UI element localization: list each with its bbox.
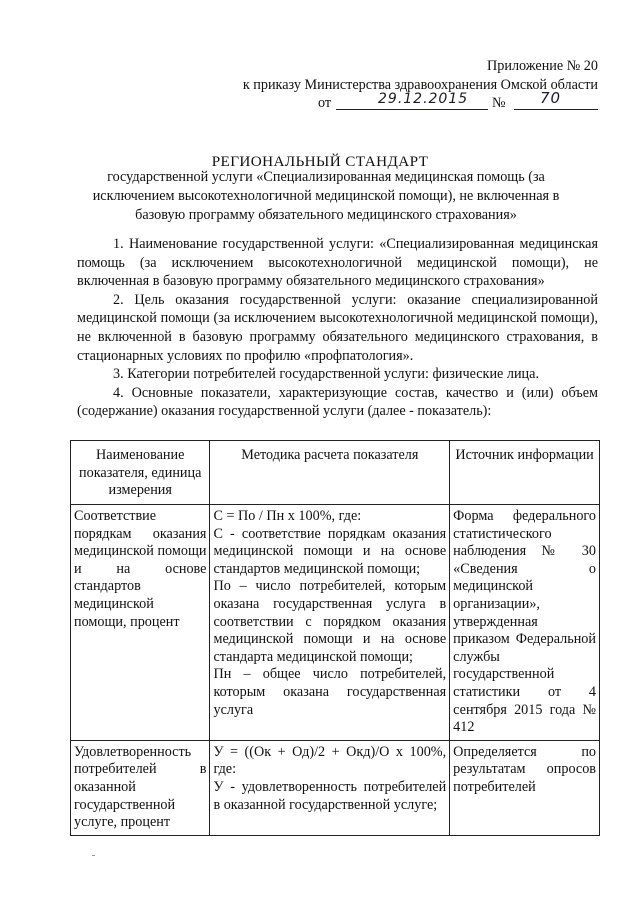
date-underline bbox=[336, 109, 488, 110]
document-subtitle: государственной услуги «Специализированная медицинская помощь (за исключением высокотехнологичной медицинской помощи), не включенная в базовую программу обязательного медицинского страхования» bbox=[92, 169, 560, 223]
row2-method-line: У - удовлетворенность потребителей в оказанной государственной услуге; bbox=[213, 778, 447, 813]
document-title: РЕГИОНАЛЬНЫЙ СТАНДАРТ bbox=[211, 153, 429, 170]
paragraph-4: 4. Основные показатели, характеризующие состав, качество и (или) объем (содержание) оказания государственной услуги (далее - показатель): bbox=[77, 384, 598, 420]
row1-method bbox=[210, 505, 450, 741]
row1-method-line: Пн – общее число потребителей, которым оказана государственная услуга bbox=[213, 666, 447, 718]
date-number-row bbox=[318, 89, 600, 115]
row2-method-line: У = ((Ок + Од)/2 + Окд)/О х 100%, где: bbox=[213, 743, 447, 778]
number-underline bbox=[514, 109, 598, 110]
row2-source: Определяется по результатам опросов потребителей bbox=[450, 740, 600, 835]
row1-name: Соответствие порядкам оказания медицинской помощи и на основе стандартов медицинской помощи, процент bbox=[71, 505, 210, 741]
header-indicator-name: Наименование показателя, единица измерения bbox=[71, 441, 210, 505]
header-source: Источник информации bbox=[450, 441, 600, 505]
number-label: № bbox=[492, 95, 506, 111]
row1-source: Форма федерального статистического наблюдения № 30 «Сведения о медицинской организации», утвержденная приказом Федеральной службы государственной статистики от 4 сентября 2015 года № 412 bbox=[450, 505, 600, 741]
table-header-row bbox=[71, 441, 600, 505]
row2-name: Удовлетворенность потребителей в оказанной государственной услуге, процент bbox=[71, 740, 210, 835]
row1-method-line: По – число потребителей, которым оказана государственная услуга в соответствии с порядком оказания медицинской помощи и на основе стандарта медицинской помощи; bbox=[213, 578, 447, 665]
table-row bbox=[71, 505, 600, 741]
row2-method bbox=[210, 740, 450, 835]
header-method: Методика расчета показателя bbox=[210, 441, 450, 505]
handwritten-date: 29.12.2015 bbox=[378, 91, 469, 107]
appendix-label bbox=[487, 57, 598, 76]
scan-dot bbox=[92, 855, 95, 856]
order-line-text: к приказу Министерства здравоохранения Омской области bbox=[242, 77, 598, 93]
table-row bbox=[71, 740, 600, 835]
indicators-table bbox=[70, 440, 600, 836]
paragraph-3: 3. Категории потребителей государственной услуги: физические лица. bbox=[113, 366, 539, 383]
paragraph-2: 2. Цель оказания государственной услуги: оказание специализированной медицинской помощи (за исключением высокотехнологичной медицинской помощи), не включенной в базовую программу обязательного медицинского страхования, в стационарных условиях по профилю «профпатология». bbox=[77, 291, 598, 364]
row1-method-line: С - соответствие порядкам оказания медицинской помощи и на основе стандартов медицинской помощи; bbox=[213, 525, 447, 577]
appendix-text: Приложение № 20 bbox=[487, 58, 598, 74]
handwritten-number: 70 bbox=[540, 89, 562, 107]
paragraph-1: 1. Наименование государственной услуги: «Специализированная медицинская помощь (за исключением высокотехнологичной медицинской помощи), не включенная в базовую программу обязательного медицинского страхования» bbox=[77, 236, 598, 290]
row1-method-line: С = По / Пн х 100%, где: bbox=[213, 508, 362, 524]
from-label: от bbox=[318, 95, 332, 111]
body-text bbox=[77, 235, 598, 421]
